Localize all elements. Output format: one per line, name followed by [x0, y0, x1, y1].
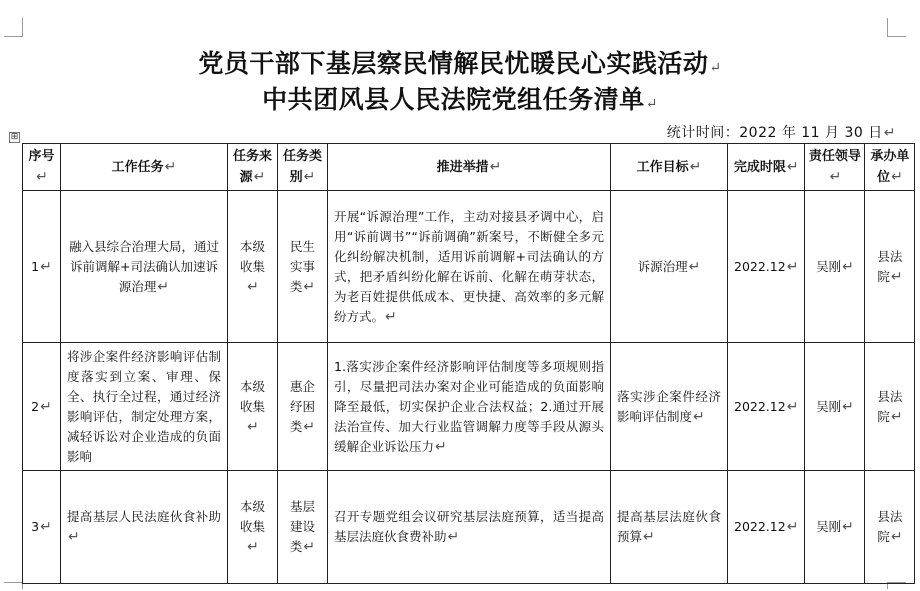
cell-deadline: 2022.12↵ — [728, 471, 805, 584]
cell-deadline: 2022.12↵ — [728, 343, 805, 471]
cell-source: 本级收集↵ — [228, 343, 278, 471]
table-row — [23, 191, 915, 343]
document-title-line2: 中共团风县人民法院党组任务清单↵ — [262, 85, 658, 114]
cell-seq: 2↵ — [23, 343, 61, 471]
cell-category: 基层建设类↵ — [278, 471, 328, 584]
task-list-table — [22, 143, 915, 584]
document-title-line1: 党员干部下基层察民情解民忧暖民心实践活动↵ — [198, 49, 722, 78]
cell-source: 本级收集↵ — [228, 191, 278, 343]
cell-category: 民生实事类↵ — [278, 191, 328, 343]
table-row — [23, 343, 915, 471]
header-leader: 责任领导↵ — [805, 144, 865, 191]
cell-unit: 县法院↵ — [865, 191, 915, 343]
cell-measures: 开展“诉源治理”工作，主动对接县矛调中心，启用“诉前调书”“诉前调确”新案号，不断健全多元化纠纷解决机制，适用诉前调解+司法确认的方式，把矛盾纠纷化解在诉前、化解在萌芽状态，为老百姓提供低成本、更快捷、高效率的多元解纷方式。↵ — [328, 191, 611, 343]
cell-unit: 县法院↵ — [865, 471, 915, 584]
header-measures: 推进举措↵ — [328, 144, 611, 191]
cell-leader: 吴刚↵ — [805, 471, 865, 584]
header-source: 任务来源↵ — [228, 144, 278, 191]
cell-deadline: 2022.12↵ — [728, 191, 805, 343]
cell-task: 将涉企案件经济影响评估制度落实到立案、审理、保全、执行全过程，通过经济影响评估，制定处理方案，减轻诉讼对企业造成的负面影响 — [61, 343, 228, 471]
header-unit: 承办单位↵ — [865, 144, 915, 191]
crop-mark-top-right — [887, 18, 906, 37]
statistics-date: 统计时间：2022 年 11 月 30 日↵ — [666, 125, 896, 141]
cell-task: 融入县综合治理大局，通过诉前调解+司法确认加速诉源治理↵ — [61, 191, 228, 343]
header-deadline: 完成时限↵ — [728, 144, 805, 191]
table-move-handle-icon[interactable]: ⊞ — [10, 132, 19, 142]
header-goal: 工作目标↵ — [611, 144, 728, 191]
header-category: 任务类别↵ — [278, 144, 328, 191]
header-seq: 序号↵ — [23, 144, 61, 191]
cell-seq: 3↵ — [23, 471, 61, 584]
cell-goal: 落实涉企案件经济影响评估制度↵ — [611, 343, 728, 471]
crop-mark-top-left — [4, 18, 23, 37]
table-header-row — [23, 144, 915, 191]
cell-unit: 县法院↵ — [865, 343, 915, 471]
cell-source: 本级收集↵ — [228, 471, 278, 584]
cell-leader: 吴刚↵ — [805, 343, 865, 471]
cell-category: 惠企纾困类↵ — [278, 343, 328, 471]
cell-task: 提高基层人民法庭伙食补助↵ — [61, 471, 228, 584]
cell-goal: 提高基层法庭伙食预算↵ — [611, 471, 728, 584]
cell-seq: 1↵ — [23, 191, 61, 343]
cell-measures: 召开专题党组会议研究基层法庭预算，适当提高基层法庭伙食费补助↵ — [328, 471, 611, 584]
table-row — [23, 471, 915, 584]
crop-mark-bottom-left — [4, 582, 23, 589]
header-task: 工作任务↵ — [61, 144, 228, 191]
cell-goal: 诉源治理↵ — [611, 191, 728, 343]
cell-leader: 吴刚↵ — [805, 191, 865, 343]
cell-measures: 1.落实涉企案件经济影响评估制度等多项规则指引，尽量把司法办案对企业可能造成的负面影响降至最低，切实保护企业合法权益；2.通过开展法治宣传、加大行业监管调解力度等手段从源头缓解企业诉讼压力↵ — [328, 343, 611, 471]
